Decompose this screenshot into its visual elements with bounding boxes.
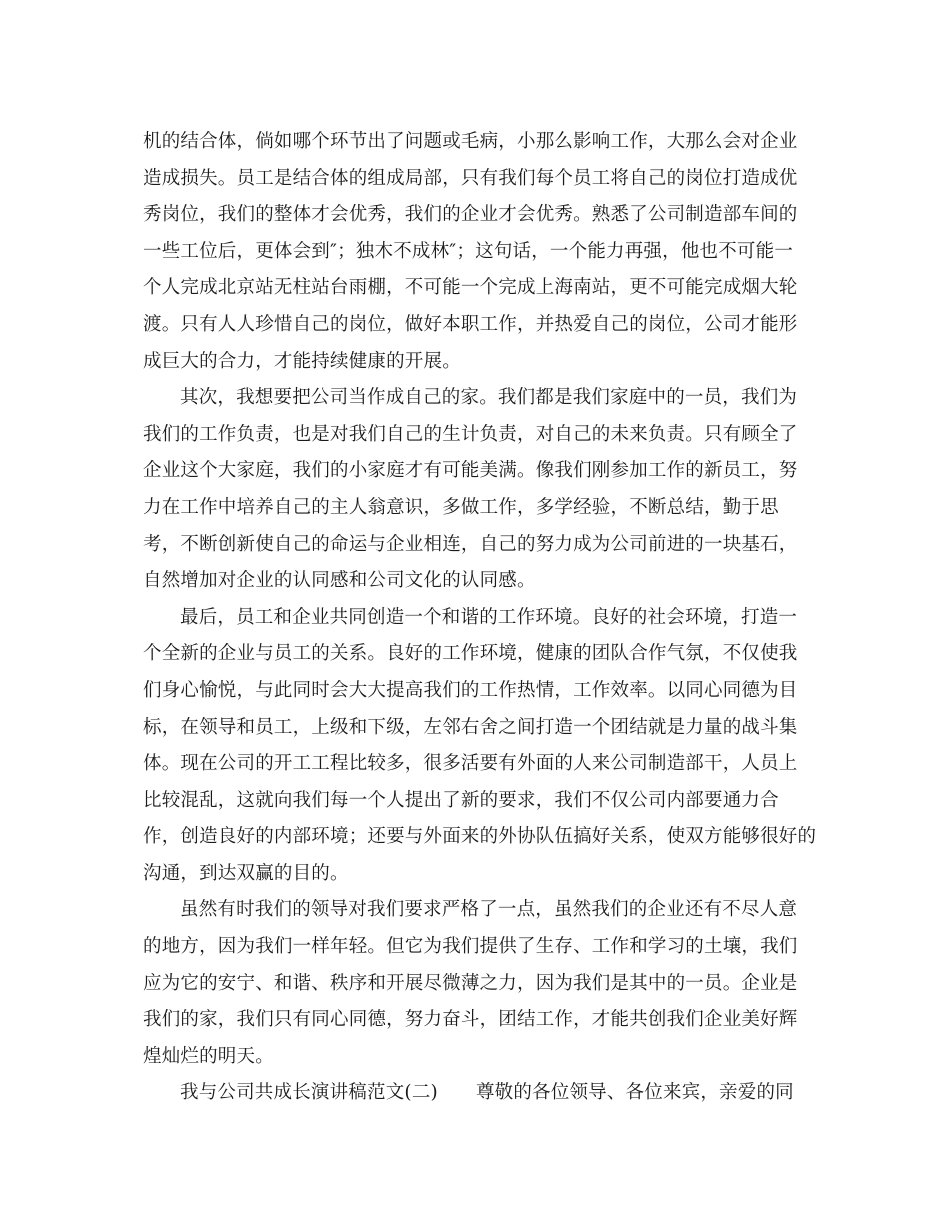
paragraph-4 [143,892,823,1075]
text-line: 的地方，因为我们一样年轻。但它为我们提供了生存、工作和学习的土壤，我们 [143,936,798,958]
text-line: 个人完成北京站无柱站台雨棚，不可能一个完成上海南站，更不可能完成烟大轮 [143,277,798,299]
text-line: 虽然有时我们的领导对我们要求严格了一点，虽然我们的企业还有不尽人意 [180,899,798,921]
paragraph-1 [143,124,823,380]
text-line: 沟通，到达双赢的目的。 [143,862,349,884]
section-title: 我与公司共成长演讲稿范文(二) [180,1082,438,1104]
text-line: 秀岗位，我们的整体才会优秀，我们的企业才会优秀。熟悉了公司制造部车间的 [143,204,798,226]
text-line: 自然增加对企业的认同感和公司文化的认同感。 [143,570,536,592]
document-body [143,124,823,1112]
salutation-text: 尊敬的各位领导、各位来宾，亲爱的同 [475,1082,794,1104]
text-line: 其次，我想要把公司当作成自己的家。我们都是我们家庭中的一员，我们为 [180,387,798,409]
text-line: 一些工位后，更体会到″；独木不成林″；这句话，一个能力再强，他也不可能一 [143,240,794,262]
text-line: 考，不断创新使自己的命运与企业相连，自己的努力成为公司前进的一块基石， [143,533,798,555]
text-line: 成巨大的合力，才能持续健康的开展。 [143,350,461,372]
text-line: 最后，员工和企业共同创造一个和谐的工作环境。良好的社会环境，打造一 [180,606,798,628]
text-line: 标，在领导和员工，上级和下级，左邻右舍之间打造一个团结就是力量的战斗集 [143,716,798,738]
text-line: 机的结合体，倘如哪个环节出了问题或毛病，小那么影响工作，大那么会对企业 [143,131,798,152]
paragraph-2 [143,380,823,600]
text-line: 我们的工作负责，也是对我们自己的生计负责，对自己的未来负责。只有顾全了 [143,423,798,445]
text-line: 我们的家，我们只有同心同德，努力奋斗，团结工作，才能共创我们企业美好辉 [143,1009,798,1031]
text-line: 个全新的企业与员工的关系。良好的工作环境，健康的团队合作气氛，不仅使我 [143,643,798,665]
text-line: 渡。只有人人珍惜自己的岗位，做好本职工作，并热爱自己的岗位，公司才能形 [143,313,798,335]
text-line: 们身心愉悦，与此同时会大大提高我们的工作热情，工作效率。以同心同德为目 [143,679,798,701]
text-line: 造成损失。员工是结合体的组成局部，只有我们每个员工将自己的岗位打造成优 [143,167,798,189]
text-line: 煌灿烂的明天。 [143,1045,274,1067]
text-line: 作，创造良好的内部环境；还要与外面来的外协队伍搞好关系，使双方能够很好的 [143,826,817,848]
text-line: 比较混乱，这就向我们每一个人提出了新的要求，我们不仅公司内部要通力合 [143,789,779,811]
text-line: 应为它的安宁、和谐、秩序和开展尽微薄之力，因为我们是其中的一员。企业是 [143,972,798,994]
final-line [143,1075,823,1112]
paragraph-3 [143,600,823,893]
text-line: 企业这个大家庭，我们的小家庭才有可能美满。像我们刚参加工作的新员工，努 [143,460,798,482]
paragraph-5 [143,1075,823,1112]
text-line: 力在工作中培养自己的主人翁意识，多做工作，多学经验，不断总结，勤于思 [143,496,779,518]
text-line: 体。现在公司的开工工程比较多，很多活要有外面的人来公司制造部干，人员上 [143,753,798,775]
